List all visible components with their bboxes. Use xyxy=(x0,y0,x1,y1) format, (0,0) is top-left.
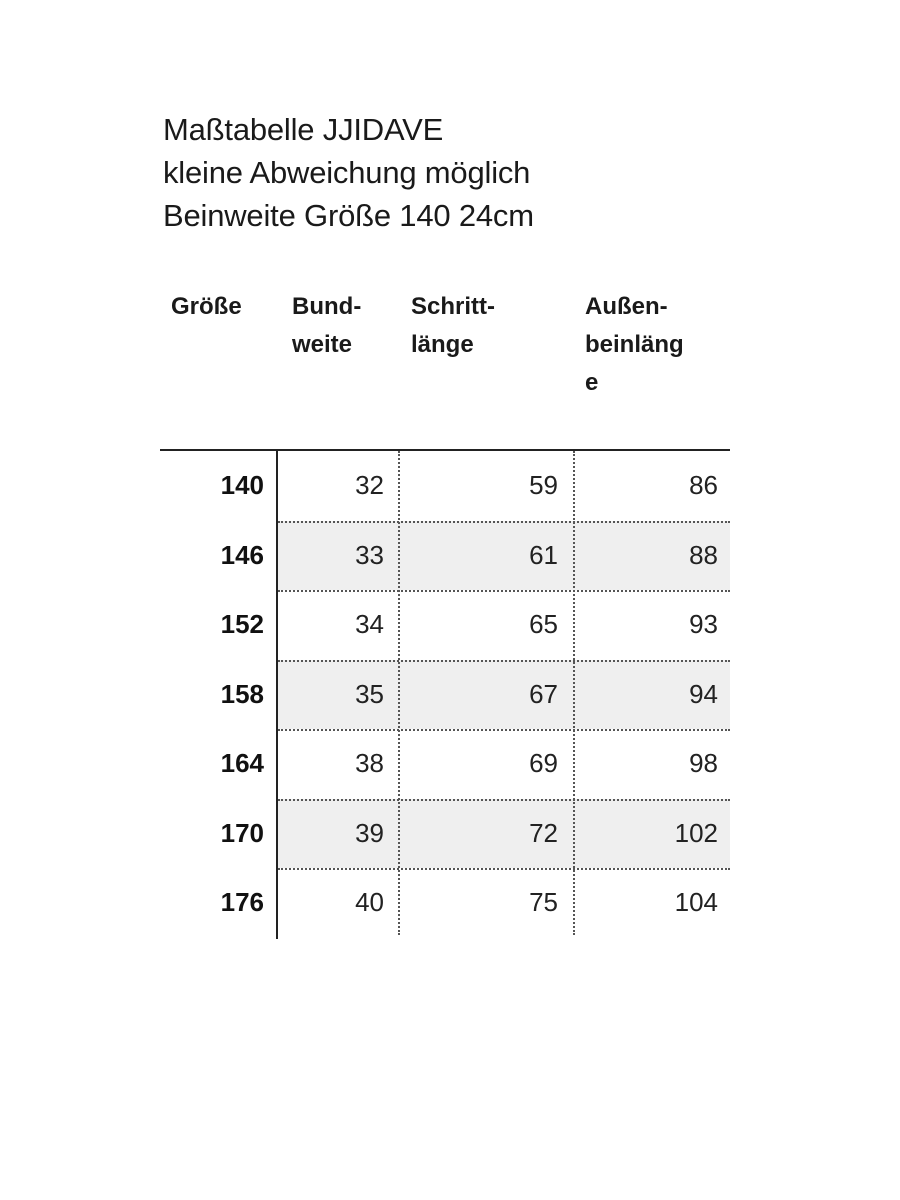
cell-aussenbeinlaenge: 86 xyxy=(689,470,718,500)
cell-bundweite: 39 xyxy=(355,817,384,848)
table-row xyxy=(278,590,730,659)
cell-size: 140 xyxy=(220,470,264,500)
cell-bundweite: 34 xyxy=(355,609,384,639)
header-bundweite-line-2: weite xyxy=(292,331,353,358)
cell-schrittlaenge: 72 xyxy=(529,817,558,848)
cell-aussenbeinlaenge: 94 xyxy=(689,678,718,709)
chart-title-block xyxy=(163,108,534,237)
row-separator xyxy=(278,868,730,870)
cell-bundweite: 32 xyxy=(355,470,384,500)
cell-aussenbeinlaenge: 98 xyxy=(689,748,718,778)
cell-aussenbeinlaenge: 88 xyxy=(689,539,718,570)
header-bundweite xyxy=(292,288,361,364)
cell-schrittlaenge: 75 xyxy=(529,887,558,917)
cell-aussenbeinlaenge: 93 xyxy=(689,609,718,639)
row-separator xyxy=(278,521,730,523)
column-divider-solid xyxy=(276,449,278,939)
header-aussenbeinlaenge-line-1: Außen- xyxy=(585,293,668,320)
header-schrittlaenge-line-1: Schritt- xyxy=(411,293,495,320)
header-groesse-line-1: Größe xyxy=(171,293,242,320)
table-row xyxy=(278,451,730,520)
table-row xyxy=(278,799,730,868)
cell-size: 158 xyxy=(220,678,264,709)
cell-aussenbeinlaenge: 102 xyxy=(674,817,718,848)
table-row xyxy=(278,660,730,729)
cell-schrittlaenge: 65 xyxy=(529,609,558,639)
header-groesse xyxy=(171,288,242,326)
row-separator xyxy=(278,590,730,592)
cell-schrittlaenge: 61 xyxy=(529,539,558,570)
header-aussenbeinlaenge-line-3: e xyxy=(585,369,599,396)
table-row xyxy=(278,521,730,590)
row-separator xyxy=(278,660,730,662)
row-separator xyxy=(278,729,730,731)
column-divider-dotted xyxy=(398,451,400,935)
title-line-3: Beinweite Größe 140 24cm xyxy=(163,198,534,233)
table-row xyxy=(278,729,730,798)
cell-bundweite: 35 xyxy=(355,678,384,709)
cell-size: 164 xyxy=(220,748,264,778)
cell-schrittlaenge: 59 xyxy=(529,470,558,500)
cell-size: 152 xyxy=(220,609,264,639)
cell-size: 170 xyxy=(220,817,264,848)
cell-bundweite: 38 xyxy=(355,748,384,778)
title-line-1: Maßtabelle JJIDAVE xyxy=(163,112,444,147)
size-table xyxy=(160,449,730,939)
cell-aussenbeinlaenge: 104 xyxy=(674,887,718,917)
header-schrittlaenge-line-2: länge xyxy=(411,331,474,358)
row-separator xyxy=(278,799,730,801)
cell-schrittlaenge: 69 xyxy=(529,748,558,778)
cell-bundweite: 33 xyxy=(355,539,384,570)
header-schrittlaenge xyxy=(411,288,495,364)
header-bundweite-line-1: Bund- xyxy=(292,293,362,320)
table-row xyxy=(278,868,730,937)
cell-schrittlaenge: 67 xyxy=(529,678,558,709)
cell-size: 146 xyxy=(220,539,264,570)
column-divider-dotted xyxy=(573,451,575,935)
cell-size: 176 xyxy=(220,887,264,917)
cell-bundweite: 40 xyxy=(355,887,384,917)
title-line-2: kleine Abweichung möglich xyxy=(163,155,531,190)
header-aussenbeinlaenge-line-2: beinläng xyxy=(585,331,684,358)
header-aussenbeinlaenge xyxy=(585,288,684,402)
